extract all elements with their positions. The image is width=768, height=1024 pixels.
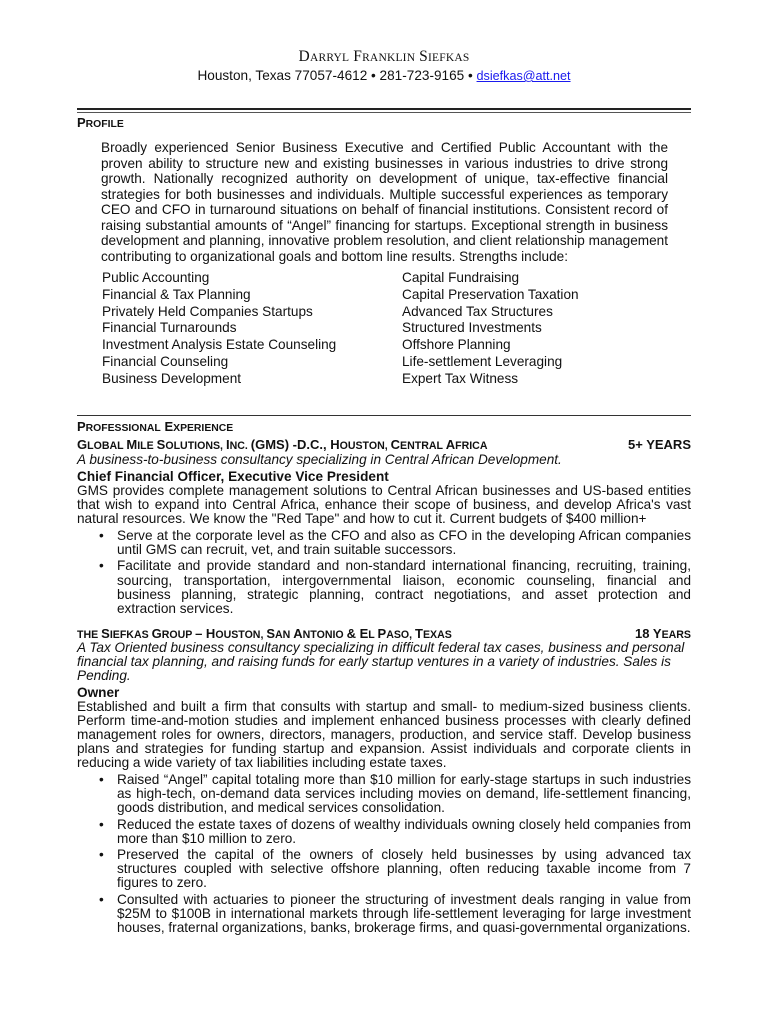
strength-item: Life-settlement Leveraging (402, 353, 563, 369)
contact-line (0, 68, 768, 83)
strength-item: Public Accounting (102, 270, 210, 285)
company-name: THE SIEFKAS GROUP – HOUSTON, SAN ANTONIO & EL PASO, TEXAS (77, 626, 452, 641)
strength-item: Structured Investments (402, 320, 542, 336)
list-item: • Reduced the estate taxes of dozens of wealthy individuals owning closely held companies from more than $10 million to zero. (99, 816, 691, 846)
candidate-name: DARRYL FRANKLIN SIEFKAS (298, 48, 470, 65)
job-achievements (77, 529, 691, 618)
list-item: • Preserved the capital of the owners of closely held businesses by using advanced tax structures coupled with selective offshore planning, often reducing taxable income from 7 figures to zero. (99, 847, 691, 891)
strength-item: Capital Fundraising (402, 270, 520, 285)
job-achievements (77, 773, 691, 937)
experience-heading: PROFESSIONAL EXPERIENCE (77, 419, 234, 434)
job-duration: 18 YEARS (635, 626, 691, 641)
strengths-column-right (402, 270, 579, 388)
header-divider-thin (77, 112, 691, 113)
strength-item: Capital Preservation Taxation (402, 286, 579, 302)
job-header (77, 437, 691, 452)
strength-item: Privately Held Companies Startups (102, 303, 313, 319)
profile-heading: PROFILE (77, 115, 124, 130)
list-item: • Consulted with actuaries to pioneer the structuring of investment deals ranging in value from $25M to $100B in international markets through life-settlement leveraging for large investment houses, fraternal organizations, banks, brokerage firms, and quasi-governmental organizations. (99, 891, 691, 935)
list-item: • Raised “Angel” capital totaling more than $10 million for early-stage startups in such industries as high-tech, on-demand data services including movies on demand, life-settlement financing, goods distribution, and medical services consolidation. (99, 772, 691, 816)
job-title: Owner (77, 685, 120, 700)
strength-item: Investment Analysis Estate Counseling (102, 337, 337, 353)
strength-item: Advanced Tax Structures (402, 303, 553, 319)
job-description: Established and built a firm that consults with startup and small- to medium-sized business clients. Perform time-and-motion studies and implement enhanced business processes with clearly defined management roles for owners, directors, managers, production, and service staff. Develop business plans and strategies for funding startup and expansion. Assist individuals and corporate clients in reducing a wide variety of tax liabilities including estate taxes. (77, 699, 691, 771)
job-description: GMS provides complete management solutions to Central African businesses and US-based entities that wish to expand into Central Africa, enhance their scope of business, and develop Africa's vast natural resources. We know the "Red Tape" and how to cut it. Current budgets of $400 million+ (77, 483, 691, 527)
strength-item: Offshore Planning (402, 337, 511, 353)
strength-item: Business Development (102, 370, 242, 386)
experience-divider (77, 415, 691, 416)
strengths-column-left (102, 270, 336, 388)
company-name: GLOBAL MILE SOLUTIONS, INC. (GMS) -D.C., HOUSTON, CENTRAL AFRICA (77, 437, 488, 452)
list-item: • Facilitate and provide standard and non-standard international financing, recruiting, training, sourcing, transportation, intergovernmental liaison, economic counseling, financial and business planning, strategic planning, contract negotiations, and asset protection and extraction services. (99, 558, 691, 616)
address-phone: Houston, Texas 77057-4612 • 281-723-9165 • (197, 68, 473, 83)
company-tagline: A Tax Oriented business consultancy specializing in difficult federal tax cases, business and personal financial tax planning, and raising funds for early startup ventures in a variety of industries. Sales is Pending. (77, 640, 685, 684)
company-tagline: A business-to-business consultancy specializing in Central African Development. (77, 452, 562, 467)
profile-summary: Broadly experienced Senior Business Executive and Certified Public Accountant with the proven ability to structure new and existing businesses in various industries to drive strong growth. Nationally recognized authority on development of unique, tax-effective financial strategies for both businesses and individuals. Multiple successful experiences as temporary CEO and CFO in turnaround situations on behalf of financial institutions. Consistent record of raising substantial amounts of “Angel” financing for startups. Exceptional strength in business development and planning, innovative problem resolution, and client relationship management contributing to organizational goals and bottom line results. Strengths include: (101, 140, 668, 264)
job-duration: 5+ YEARS (628, 437, 691, 452)
strength-item: Financial & Tax Planning (102, 286, 251, 302)
email-link[interactable]: dsiefkas@att.net (476, 69, 571, 83)
strength-item: Financial Counseling (102, 353, 229, 369)
strength-item: Financial Turnarounds (102, 320, 237, 336)
list-item: • Serve at the corporate level as the CFO and also as CFO in the developing African companies until GMS can recruit, vet, and train suitable successors. (99, 528, 691, 558)
header-divider (77, 108, 691, 110)
strength-item: Expert Tax Witness (402, 370, 519, 386)
job-header (77, 626, 691, 641)
job-title: Chief Financial Officer, Executive Vice President (77, 469, 389, 484)
